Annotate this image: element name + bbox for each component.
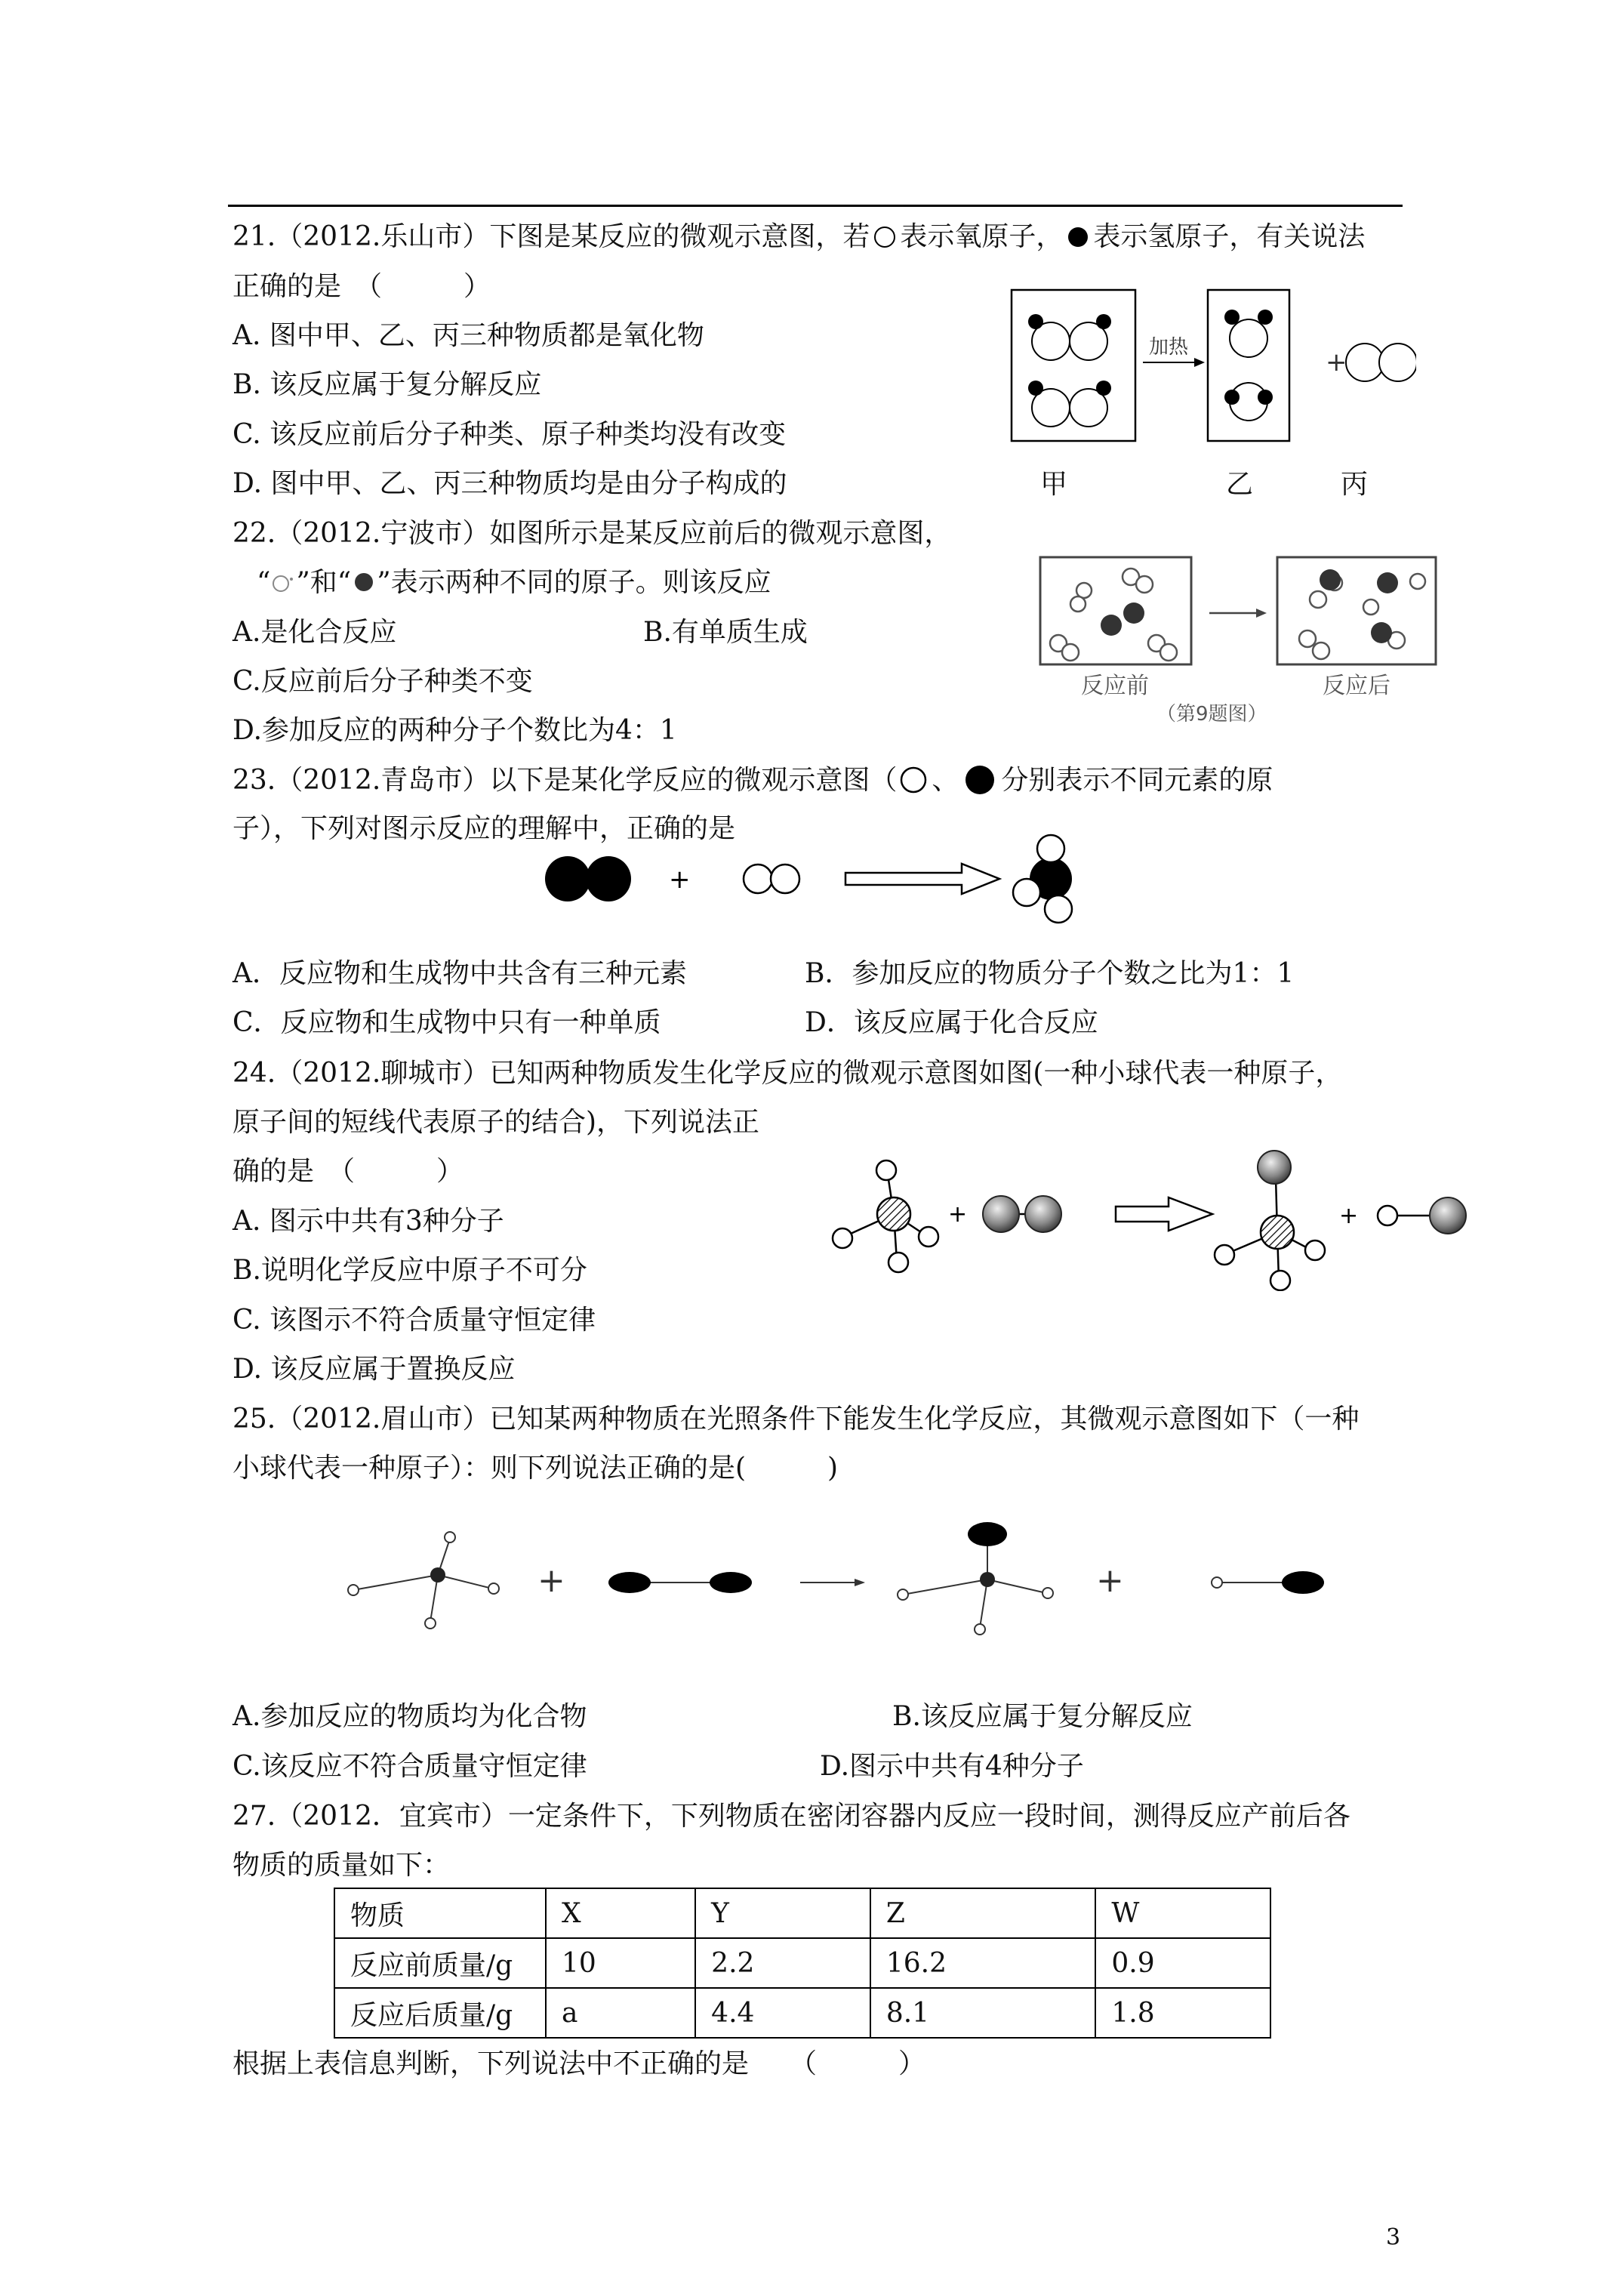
q25-option-c: C.该反应不符合质量守恒定律 bbox=[233, 1751, 587, 1782]
svg-text:+: + bbox=[1326, 347, 1347, 378]
q25-reaction-figure bbox=[344, 1510, 1341, 1646]
q22-quote-mid: ”和“ bbox=[296, 567, 352, 598]
header-rule bbox=[228, 205, 1403, 207]
table-cell: Y bbox=[695, 1888, 870, 1938]
q22-label-after: 反应后 bbox=[1323, 673, 1390, 699]
q24-stem-line1: 24.（2012.聊城市）已知两种物质发生化学反应的微观示意图如图(一种小球代表一种原子， bbox=[233, 1058, 1343, 1089]
dark-atom-icon bbox=[351, 572, 377, 594]
q24-option-b: B.说明化学反应中原子不可分 bbox=[233, 1255, 587, 1286]
q24-reaction-figure bbox=[829, 1148, 1478, 1291]
hydrogen-atom-icon bbox=[1063, 226, 1093, 248]
q21-option-a: A. 图中甲、乙、丙三种物质都是氧化物 bbox=[233, 320, 704, 351]
q24-option-a: A. 图示中共有3种分子 bbox=[233, 1206, 504, 1237]
q23-reaction-figure bbox=[537, 831, 1111, 929]
q27-stem-line1: 27.（2012．宜宾市）一定条件下，下列物质在密闭容器内反应一段时间，测得反应产前后各 bbox=[233, 1801, 1350, 1832]
light-atom-icon bbox=[270, 572, 296, 594]
q25-plus-2: + bbox=[1096, 1561, 1124, 1600]
q22-option-b: B.有单质生成 bbox=[643, 617, 808, 648]
table-cell: 4.4 bbox=[695, 1988, 870, 2038]
table-cell: 反应前质量/g bbox=[334, 1938, 546, 1988]
page-number: 3 bbox=[1386, 2224, 1401, 2251]
q23-stem-part3: 分别表示不同元素的原 bbox=[1001, 765, 1273, 796]
table-cell: X bbox=[546, 1888, 695, 1938]
table-cell: Z bbox=[870, 1888, 1096, 1938]
table-row bbox=[334, 1938, 1270, 1988]
table-row bbox=[334, 1988, 1270, 2038]
q24-plus-2: + bbox=[1339, 1203, 1359, 1229]
table-cell: 8.1 bbox=[870, 1988, 1096, 2038]
q21-reaction-figure bbox=[1009, 287, 1416, 445]
q21-label-yi: 乙 bbox=[1226, 469, 1254, 500]
black-atom-icon bbox=[959, 765, 1001, 795]
q25-stem-line2: 小球代表一种原子）：则下列说法正确的是( ) bbox=[233, 1453, 839, 1484]
table-cell: 1.8 bbox=[1095, 1988, 1270, 2038]
q22-stem-line2 bbox=[257, 566, 771, 599]
q23-stem-part2: 、 bbox=[932, 765, 959, 796]
q21-stem-line1 bbox=[233, 220, 1365, 254]
table-cell: a bbox=[546, 1988, 695, 2038]
table-cell: 反应后质量/g bbox=[334, 1988, 546, 2038]
q27-stem-line2: 物质的质量如下： bbox=[233, 1850, 451, 1881]
q22-label-before: 反应前 bbox=[1081, 673, 1149, 699]
q25-option-d: D.图示中共有4种分子 bbox=[820, 1751, 1084, 1782]
table-cell: 0.9 bbox=[1095, 1938, 1270, 1988]
q22-option-a: A.是化合反应 bbox=[233, 617, 397, 648]
q21-label-jia: 甲 bbox=[1040, 469, 1068, 500]
q21-stem-line2: 正确的是 （ ） bbox=[233, 271, 491, 302]
q22-stem-line1: 22.（2012.宁波市）如图所示是某反应前后的微观示意图， bbox=[233, 518, 952, 549]
q21-arrow-label: 加热 bbox=[1149, 336, 1189, 359]
q22-option-d: D.参加反应的两种分子个数比为4：1 bbox=[233, 715, 677, 746]
mass-table bbox=[334, 1888, 1271, 2039]
q23-stem-line2: 子），下列对图示反应的理解中，正确的是 bbox=[233, 813, 736, 844]
table-cell: 物质 bbox=[334, 1888, 546, 1938]
table-cell: 16.2 bbox=[870, 1938, 1096, 1988]
white-atom-icon bbox=[897, 766, 932, 794]
q23-option-c: C．反应物和生成物中只有一种单质 bbox=[233, 1007, 661, 1038]
q25-plus-1: + bbox=[537, 1561, 565, 1600]
table-cell: 2.2 bbox=[695, 1938, 870, 1988]
q27-question: 根据上表信息判断，下列说法中不正确的是 （ ） bbox=[233, 2048, 926, 2079]
q22-option-c: C.反应前后分子种类不变 bbox=[233, 666, 533, 697]
q24-option-d: D. 该反应属于置换反应 bbox=[233, 1354, 516, 1385]
q22-reaction-figure bbox=[1036, 553, 1443, 726]
q22-quote-open: “ bbox=[257, 567, 271, 598]
q23-option-d: D．该反应属于化合反应 bbox=[805, 1007, 1098, 1038]
q24-plus-1: + bbox=[948, 1201, 968, 1228]
q22-stem-tail: ”表示两种不同的原子。则该反应 bbox=[377, 567, 771, 598]
table-header-row bbox=[334, 1888, 1270, 1938]
q23-stem-line1 bbox=[233, 764, 1273, 797]
q21-label-bing: 丙 bbox=[1341, 469, 1369, 500]
q25-stem-line1: 25.（2012.眉山市）已知某两种物质在光照条件下能发生化学反应，其微观示意图如下（一种 bbox=[233, 1404, 1360, 1435]
q21-option-b: B. 该反应属于复分解反应 bbox=[233, 369, 542, 400]
q24-option-c: C. 该图示不符合质量守恒定律 bbox=[233, 1305, 596, 1336]
q22-caption: （第9题图） bbox=[1156, 703, 1267, 726]
q21-option-c: C. 该反应前后分子种类、原子种类均没有改变 bbox=[233, 419, 787, 450]
table-cell: 10 bbox=[546, 1938, 695, 1988]
q24-stem-line2: 原子间的短线代表原子的结合)，下列说法正 bbox=[233, 1107, 760, 1138]
table-cell: W bbox=[1095, 1888, 1270, 1938]
q24-stem-line3: 确的是 （ ） bbox=[233, 1156, 464, 1187]
q21-option-d: D. 图中甲、乙、丙三种物质均是由分子构成的 bbox=[233, 468, 787, 499]
q23-option-a: A．反应物和生成物中共含有三种元素 bbox=[233, 958, 687, 989]
q23-option-b: B．参加反应的物质分子个数之比为1：1 bbox=[805, 958, 1295, 989]
q23-plus: + bbox=[669, 864, 691, 895]
q25-option-a: A.参加反应的物质均为化合物 bbox=[233, 1701, 587, 1732]
q21-stem-part1: 21.（2012.乐山市）下图是某反应的微观示意图，若 bbox=[233, 221, 870, 252]
q21-stem-part2: 表示氧原子， bbox=[900, 221, 1064, 252]
oxygen-atom-icon bbox=[870, 226, 900, 248]
q23-stem-part1: 23.（2012.青岛市）以下是某化学反应的微观示意图（ bbox=[233, 765, 898, 796]
q25-option-b: B.该反应属于复分解反应 bbox=[892, 1701, 1193, 1732]
q21-stem-part3: 表示氢原子，有关说法 bbox=[1093, 221, 1366, 252]
